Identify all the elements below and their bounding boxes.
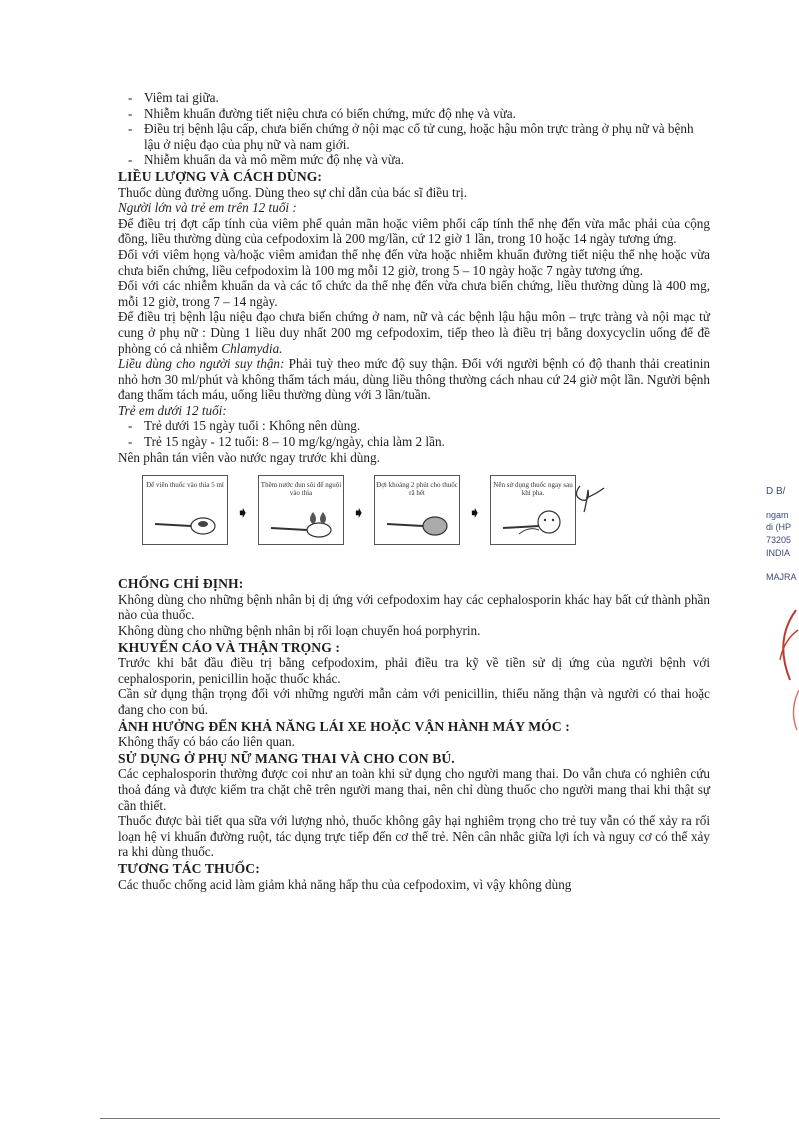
renal-label: Liều dùng cho người suy thận: [118, 356, 285, 372]
list-item: - Viêm tai giữa. [118, 90, 710, 106]
step-box [142, 475, 228, 545]
child-feeding-icon [499, 508, 569, 540]
signature-mark [570, 480, 610, 516]
dosage-paragraph: Đối với viêm họng và/hoặc viêm amiđan thể nhẹ đến vừa hoặc nhiễm khuẩn đường tiết niệu thể nhẹ hoặc vừa chưa biến chứng, liều cefpodoxim là 100 mg mỗi 12 giờ, trong 5 – 10 ngày hoặc 7 ngày tương ứng. [118, 246, 710, 278]
warnings-paragraph: Cần sử dụng thận trọng đối với những người mẫn cảm với penicillin, thiểu năng thận và người có thai hoặc đang cho con bú. [118, 686, 710, 717]
child-label: Trẻ em dưới 12 tuổi: [118, 402, 227, 418]
step-caption: Nên sử dụng thuốc ngay sau khi pha. [493, 481, 573, 498]
step-caption: Để viên thuốc vào thìa 5 ml [146, 481, 224, 490]
dosage-paragraph: Để điều trị đợt cấp tính của viêm phế quản mãn hoặc viêm phổi cấp tính thể nhẹ đến vừa mắc phải của cộng đồng, liều thường dùng của cefpodoxim là 200 mg/lần, cứ 12 giờ 1 lần, trong 10 hoặc 14 ngày tương ứng. [118, 215, 710, 247]
stamp-text: 73205 [766, 535, 792, 545]
dissolve-instruction: Nên phân tán viên vào nước ngay trước khi dùng. [118, 449, 380, 465]
dosage-paragraph: Đối với các nhiễm khuẩn da và các tổ chức da thể nhẹ đến vừa chưa biến chứng, liều thường dùng là 400 mg, mỗi 12 giờ, trong 7 – 14 ngày. [118, 278, 710, 309]
child-dosage-list [118, 418, 710, 449]
list-item: - Nhiễm khuẩn da và mô mềm mức độ nhẹ và vừa. [118, 152, 710, 168]
step-box [374, 475, 460, 545]
gonorrhea-text: Để điều trị bệnh lậu niệu đạo chưa biến chứng ở nam, nữ và các bệnh lậu hậu môn – trực tràng và nội mạc tử cung ở phụ nữ : Dùng 1 liều duy nhất 200 mg cefpodoxim, tiếp theo là điều trị bằng doxycyclin uống để đề phòng có cả nhiễm [118, 309, 710, 356]
dosage-intro: Thuốc dùng đường uống. Dùng theo sự chỉ dẫn của bác sĩ điều trị. [118, 184, 468, 200]
adults-label: Người lớn và trẻ em trên 12 tuổi : [118, 200, 297, 216]
interactions-paragraph: Các thuốc chống acid làm giảm khả năng hấp thu của cefpodoxim, vì vậy không dùng [118, 876, 572, 892]
spoon-tablet-icon [151, 508, 221, 540]
dosage-heading: LIỀU LƯỢNG VÀ CÁCH DÙNG: [118, 168, 323, 184]
contraindications-paragraph: Không dùng cho những bệnh nhân bị dị ứng với cefpodoxim hay các cephalosporin khác hay bất cứ thành phần nào của thuốc. [118, 591, 710, 623]
pregnancy-heading: SỬ DỤNG Ở PHỤ NỮ MANG THAI VÀ CHO CON BÚ. [118, 750, 455, 766]
list-item: - Điều trị bệnh lậu cấp, chưa biến chứng ở nội mạc cổ tử cung, hoặc hậu môn trực tràng ở phụ nữ và bệnh lậu ở niệu đạo của phụ nữ và nam giới. [118, 121, 710, 152]
arrow-right-icon: ➧ [468, 503, 482, 523]
contraindications-paragraph: Không dùng cho những bệnh nhân bị rối loạn chuyển hoá porphyrin. [118, 623, 481, 639]
stamp-text: INDIA [766, 548, 791, 558]
driving-paragraph: Không thấy có báo cáo liên quan. [118, 734, 295, 750]
renal-dosage [118, 356, 710, 403]
stamp-fragment [752, 478, 799, 598]
list-item: - Trẻ 15 ngày - 12 tuổi: 8 – 10 mg/kg/ngày, chia làm 2 lần. [118, 434, 710, 450]
contraindications-heading: CHỐNG CHỈ ĐỊNH: [118, 576, 244, 592]
spoon-dissolved-icon [383, 508, 453, 540]
warnings-paragraph: Trước khi bắt đầu điều trị bằng cefpodoxim, phải điều tra kỹ về tiền sử dị ứng của người bệnh với cephalosporin, penicillin hoặc thuốc khác. [118, 655, 710, 686]
stamp-text: di (HP [766, 522, 792, 532]
leaflet-body [118, 90, 710, 892]
pregnancy-paragraph: Thuốc được bài tiết qua sữa với lượng nhỏ, thuốc không gây hại nghiêm trọng cho trẻ tuy vẫn có thể xảy ra rối loạn hệ vi khuẩn đường ruột, tác dụng trực tiếp đến cơ thể trẻ. Nên cân nhắc giữa lợi ích và nguy cơ có thể xảy ra khi dùng thuốc. [118, 813, 710, 860]
step-caption: Thêm nước đun sôi để nguội vào thìa [260, 481, 342, 498]
interactions-heading: TƯƠNG TÁC THUỐC: [118, 860, 260, 876]
stamp-text: MAJRA [766, 572, 797, 582]
bottom-divider [100, 1118, 720, 1119]
arrow-right-icon: ➧ [352, 503, 366, 523]
list-item: - Nhiễm khuẩn đường tiết niệu chưa có biến chứng, mức độ nhẹ và vừa. [118, 106, 710, 122]
spoon-water-icon [267, 508, 337, 540]
warnings-heading: KHUYẾN CÁO VÀ THẬN TRỌNG : [118, 639, 341, 655]
renal-text: Phải tuỳ theo mức độ suy thận. Đối với người bệnh có độ thanh thải creatinin nhỏ hơn 30 ml/phút và không thẩm tách máu, dùng liều thông thường cách nhau cứ 24 giờ một lần. Người bệnh đang thẩm tách máu, uống liều thường dùng với 3 lần/tuần. [118, 356, 711, 403]
chlamydia-term: Chlamydia. [221, 340, 283, 356]
preparation-steps [118, 475, 710, 570]
step-box [490, 475, 576, 545]
indication-list [118, 90, 710, 168]
dosage-paragraph-gonorrhea [118, 309, 710, 356]
step-caption: Đợi khoảng 2 phút cho thuốc rã hết [376, 481, 458, 498]
step-box [258, 475, 344, 545]
driving-heading: ẢNH HƯỞNG ĐẾN KHẢ NĂNG LÁI XE HOẶC VẬN HÀNH MÁY MÓC : [118, 718, 570, 734]
stamp-text: ngam [766, 510, 789, 520]
arrow-right-icon: ➧ [236, 503, 250, 523]
list-item: - Trẻ dưới 15 ngày tuổi : Không nên dùng. [118, 418, 710, 434]
red-seal-fragment [770, 600, 799, 740]
stamp-text: D B/ [766, 486, 786, 497]
pregnancy-paragraph: Các cephalosporin thường được coi như an toàn khi sử dụng cho người mang thai. Do vẫn chưa có nghiên cứu thoả đáng và được kiểm tra chặt chẽ trên người mang thai, nên chỉ dùng thuốc cho người mang thai khi thật sự cần thiết. [118, 766, 710, 813]
